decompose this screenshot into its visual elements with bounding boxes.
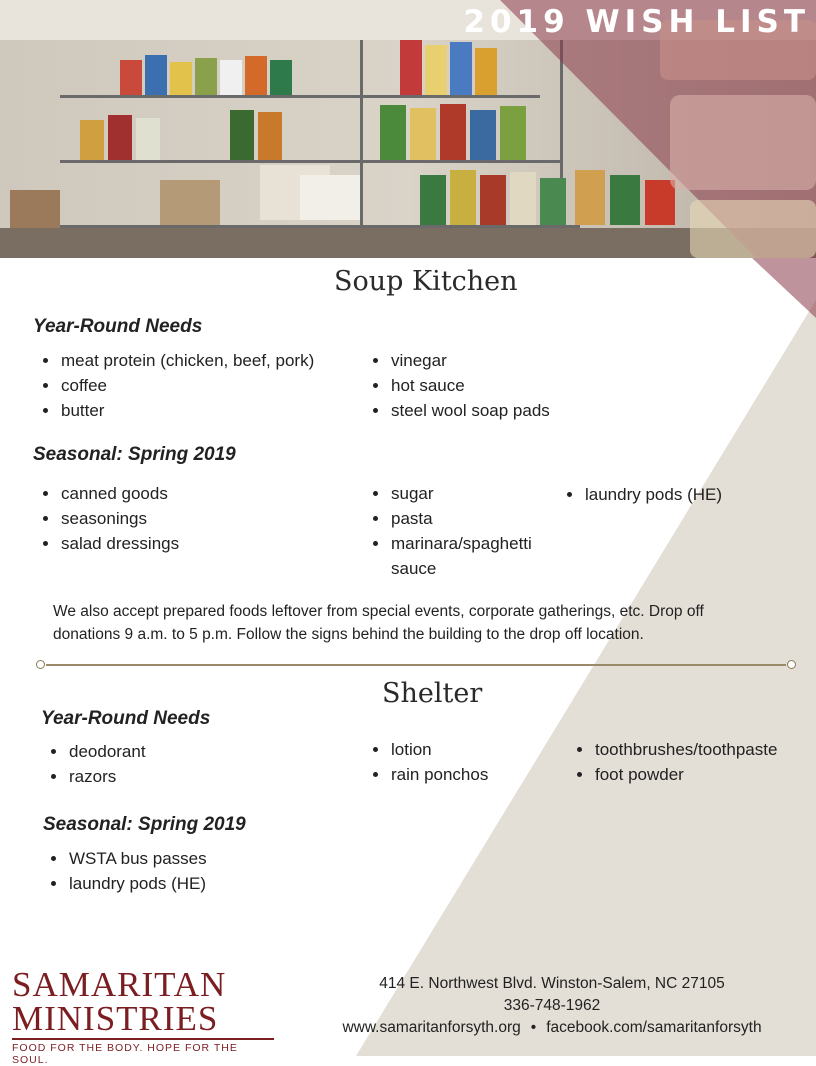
list-item: • laundry pods (HE)	[584, 482, 804, 507]
list-item: • meat protein (chicken, beef, pork)	[60, 348, 380, 373]
shelter-seasonal-col1	[42, 846, 348, 896]
list-item: • deodorant	[68, 739, 348, 764]
list-item: • pasta	[390, 506, 570, 531]
banner-title: 2019 WISH LIST	[463, 4, 810, 40]
shelter-year-round-col2	[364, 737, 570, 787]
list-item: • toothbrushes/toothpaste	[594, 737, 816, 762]
soup-kitchen-year-round-heading: Year-Round Needs	[33, 316, 203, 337]
logo-tagline: FOOD FOR THE BODY. HOPE FOR THE SOUL.	[12, 1042, 238, 1066]
soup-kitchen-seasonal-col1	[34, 481, 360, 556]
shelter-year-round-col3	[568, 737, 816, 787]
shelter-seasonal-heading: Seasonal: Spring 2019	[43, 814, 246, 835]
logo-line-1: SAMARITAN	[12, 965, 227, 1004]
list-item: • laundry pods (HE)	[68, 871, 348, 896]
list-item: • canned goods	[60, 481, 360, 506]
shelter-year-round-heading: Year-Round Needs	[41, 708, 211, 729]
address: 414 E. Northwest Blvd. Winston-Salem, NC 27105	[379, 975, 725, 992]
list-item: • razors	[68, 764, 348, 789]
list-item: • vinegar	[390, 348, 650, 373]
list-item: • steel wool soap pads	[390, 398, 650, 423]
separator: •	[530, 1019, 537, 1036]
logo-rule	[12, 1038, 274, 1040]
list-item: • foot powder	[594, 762, 816, 787]
list-item: • sugar	[390, 481, 570, 506]
soup-kitchen-seasonal-col3	[558, 482, 804, 507]
soup-kitchen-note: We also accept prepared foods leftover from special events, corporate gatherings, etc. Drop off donations 9 a.m. to 5 p.m. Follow the signs behind the building to the drop off location.	[53, 603, 704, 643]
logo-line-2: MINISTRIES	[12, 999, 219, 1038]
list-item: • WSTA bus passes	[68, 846, 348, 871]
shelter-title: Shelter	[382, 678, 483, 709]
facebook-link[interactable]: facebook.com/samaritanforsyth	[546, 1019, 762, 1036]
list-item: • rain ponchos	[390, 762, 570, 787]
list-item: • hot sauce	[390, 373, 650, 398]
soup-kitchen-title: Soup Kitchen	[334, 266, 518, 297]
shelter-year-round-col1	[42, 739, 348, 789]
list-item: • salad dressings	[60, 531, 360, 556]
contact-info	[310, 973, 794, 1039]
soup-kitchen-year-round-col2	[364, 348, 650, 423]
phone: 336-748-1962	[503, 997, 601, 1014]
list-item: • lotion	[390, 737, 570, 762]
section-divider	[36, 658, 796, 672]
list-item: • marinara/spaghetti sauce	[390, 531, 570, 581]
soup-kitchen-seasonal-col2	[364, 481, 570, 581]
samaritan-ministries-logo	[8, 965, 274, 1066]
list-item: • butter	[60, 398, 380, 423]
soup-kitchen-year-round-col1	[34, 348, 380, 423]
list-item: • coffee	[60, 373, 380, 398]
list-item: • seasonings	[60, 506, 360, 531]
soup-kitchen-seasonal-heading: Seasonal: Spring 2019	[33, 444, 236, 465]
website-link[interactable]: www.samaritanforsyth.org	[342, 1019, 521, 1036]
